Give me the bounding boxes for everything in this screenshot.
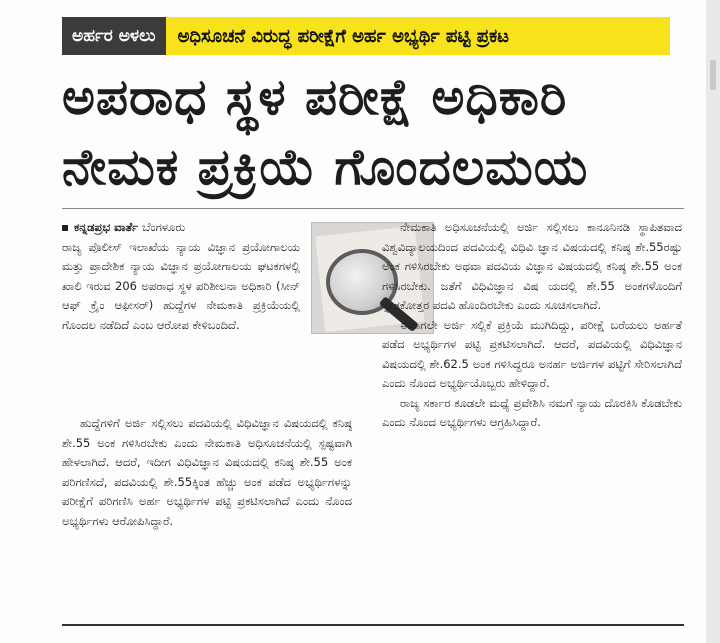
article-paragraph-1: ರಾಜ್ಯ ಪೊಲೀಸ್ ಇಲಾಖೆಯ ನ್ಯಾಯ ವಿಜ್ಞಾನ ಪ್ರಯೋಗಾಲಯ ಮತ್ತು ಪ್ರಾದೇಶಿಕ ನ್ಯಾಯ ವಿಜ್ಞಾನ ಪ್ರಯೋಗಾಲಯ ಘಟಕಗಳಲ್ಲಿ ಖಾಲಿ ಇರುವ 206 ಅಪರಾಧ ಸ್ಥಳ ಪರಿಶೀಲನಾ ಅಧಿಕಾರಿ (ಸೀನ್ ಆಫ್ ಕ್ರೈಂ ಆಫೀಸರ್) ಹುದ್ದೆಗಳ ನೇಮಕಾತಿ ಪ್ರಕ್ರಿಯೆಯಲ್ಲಿ ಗೊಂದಲ ನಡೆದಿದೆ ಎಂಬ ಆರೋಪ ಕೇಳಿಬಂದಿದೆ.: [62, 239, 300, 332]
article-column-right: [382, 218, 682, 433]
byline-city: ಬೆಂಗಳೂರು: [142, 220, 186, 234]
article-paragraph-2: ಹುದ್ದೆಗಳಿಗೆ ಅರ್ಜಿ ಸಲ್ಲಿಸಲು ಪದವಿಯಲ್ಲಿ ವಿಧಿವಿಜ್ಞಾನ ವಿಷಯದಲ್ಲಿ ಕನಿಷ್ಠ ಶೇ.55 ಅಂಕ ಗಳಿಸಿರಬೇಕು ಎಂದು ನೇಮಕಾತಿ ಅಧಿಸೂಚನೆಯಲ್ಲಿ ಸ್ಪಷ್ಟವಾಗಿ ಹೇಳಲಾಗಿದೆ. ಆದರೆ, ಇದೀಗ ವಿಧಿವಿಜ್ಞಾನ ವಿಷಯದಲ್ಲಿ ಕನಿಷ್ಠ ಶೇ.55 ಅಂಕ ಪರಿಗಣಿಸದೆ, ಪದವಿಯಲ್ಲಿ ಶೇ.55ಕ್ಕಿಂತ ಹೆಚ್ಚು ಅಂಕ ಪಡೆದ ಅಭ್ಯರ್ಥಿಗಳನ್ನು ಪರೀಕ್ಷೆಗೆ ಪರಿಗಣಿಸಿ ಅರ್ಹ ಅಭ್ಯರ್ಥಿಗಳ ಪಟ್ಟಿ ಪ್ರಕಟಿಸಲಾಗಿದೆ ಎಂದು ನೊಂದ ಅಭ್ಯರ್ಥಿಗಳು ಆರೋಪಿಸಿದ್ದಾರೆ.: [62, 416, 352, 528]
byline: [62, 218, 300, 238]
article-column-left: [62, 218, 300, 335]
section-tag: ಅರ್ಹರ ಅಳಲು: [62, 17, 166, 55]
headline-line-2: ನೇಮಕ ಪ್ರಕ್ರಿಯೆ ಗೊಂದಲಮಯ: [62, 138, 589, 196]
bullet-icon: [62, 225, 68, 231]
article-column-left-lower: [62, 414, 352, 531]
footer-divider: [62, 624, 684, 626]
byline-source: ಕನ್ನಡಪ್ರಭ ವಾರ್ತೆ: [74, 220, 139, 234]
section-banner: [62, 17, 670, 55]
article-paragraph-5: ರಾಜ್ಯ ಸರ್ಕಾರ ಕೂಡಲೇ ಮಧ್ಯೆ ಪ್ರವೇಶಿಸಿ ನಮಗೆ ನ್ಯಾಯ ದೊರಕಿಸಿ ಕೊಡಬೇಕು ಎಂದು ನೊಂದ ಅಭ್ಯರ್ಥಿಗಳು ಆಗ್ರಹಿಸಿದ್ದಾರೆ.: [382, 395, 682, 429]
headline-line-1: ಅಪರಾಧ ಸ್ಥಳ ಪರೀಕ್ಷೆ ಅಧಿಕಾರಿ: [62, 68, 568, 126]
headline-divider: [62, 208, 684, 209]
article-paragraph-3: ನೇಮಕಾತಿ ಅಧಿಸೂಚನೆಯಲ್ಲಿ ಅರ್ಜಿ ಸಲ್ಲಿಸಲು ಕಾನೂನಿನಡಿ ಸ್ಥಾಪಿತವಾದ ವಿಶ್ವವಿದ್ಯಾಲಯದಿಂದ ಪದವಿಯಲ್ಲಿ ವಿಧಿವಿ ಜ್ಞಾನ ವಿಷಯದಲ್ಲಿ ಕನಿಷ್ಠ ಶೇ.55ರಷ್ಟು ಅಂಕ ಗಳಿಸಿರಬೇಕು ಅಥವಾ ಪದವಿಯ ವಿಜ್ಞಾನ ವಿಷಯದಲ್ಲಿ ಕನಿಷ್ಠ ಶೇ.55 ಅಂಕ ಗಳಿಸಿರಬೇಕು. ಜತೆಗೆ ವಿಧಿವಿಜ್ಞಾನ ವಿಷ ಯದಲ್ಲಿ ಶೇ.55 ಅಂಕಗಳೊಂದಿಗೆ ಸ್ನಾತಕೋತ್ತರ ಪದವಿ ಹೊಂದಿರಬೇಕು ಎಂದು ಸೂಚಿಸಲಾಗಿದೆ.: [382, 220, 682, 312]
kicker-headline: ಅಧಿಸೂಚನೆ ವಿರುದ್ಧ ಪರೀಕ್ಷೆಗೆ ಅರ್ಹ ಅಭ್ಯರ್ಥಿ ಪಟ್ಟಿ ಪ್ರಕಟ: [166, 17, 670, 55]
scroll-strip: [706, 0, 720, 643]
main-headline: [62, 62, 692, 202]
article-paragraph-4: ಈಗಾಗಲೇ ಅರ್ಜಿ ಸಲ್ಲಿಕೆ ಪ್ರಕ್ರಿಯೆ ಮುಗಿದಿದ್ದು, ಪರೀಕ್ಷೆ ಬರೆಯಲು ಅರ್ಹತೆ ಪಡೆದ ಅಭ್ಯರ್ಥಿಗಳ ಪಟ್ಟಿ ಪ್ರಕಟಿಸಲಾಗಿದೆ. ಆದರೆ, ಪದವಿಯಲ್ಲಿ ವಿಧಿವಿಜ್ಞಾನ ವಿಷಯದಲ್ಲಿ ಶೇ.62.5 ಅಂಕ ಗಳಿಸಿದ್ದರೂ ಅನರ್ಹ ಅರ್ಜಿಗಳ ಪಟ್ಟಿಗೆ ಸೇರಿಸಲಾಗಿದೆ ಎಂದು ನೊಂದ ಅಭ್ಯರ್ಥಿಯೊಬ್ಬರು ಹೇಳಿದ್ದಾರೆ.: [382, 317, 682, 390]
